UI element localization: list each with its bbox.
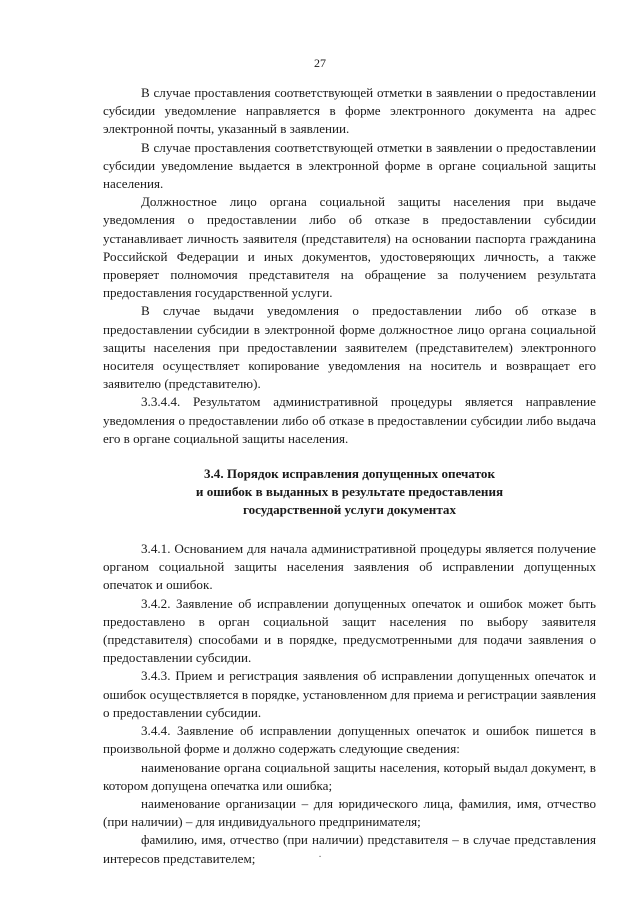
section-heading [103, 465, 596, 519]
list-item: наименование организации – для юридического лица, фамилия, имя, отчество (при наличии) – для индивидуального предпринимателя; [103, 795, 596, 830]
paragraph: 3.4.1. Основанием для начала административной процедуры является получение органом социальной защиты населения заявления об исправлении допущенных опечаток и ошибок. [103, 541, 596, 593]
paragraph: 3.4.4. Заявление об исправлении допущенных опечаток и ошибок пишется в произвольной форме и должно содержать следующие сведения: [103, 723, 596, 757]
page-number: 27 [314, 56, 326, 70]
paragraph: 3.3.4.4. Результатом административной процедуры является направление уведомления о предоставлении либо об отказе в предоставлении субсидии либо выдача его в органе социальной защиты населения. [103, 394, 596, 446]
paragraph: В случае выдачи уведомления о предоставлении либо об отказе в предоставлении субсидии в электронной форме должностное лицо органа социальной защиты населения при предоставлении заявителем (представителем) электронного носителя осуществляет копирование уведомления на носитель и возвращает его заявителю (представителю). [103, 303, 596, 392]
section-heading-line: и ошибок в выданных в результате предоставления [195, 484, 504, 500]
document-body [103, 84, 596, 868]
paragraph: В случае проставления соответствующей отметки в заявлении о предоставлении субсидии уведомление направляется в форме электронного документа на адрес электронной почты, указанный в заявлении. [103, 85, 596, 137]
list-item: фамилию, имя, отчество (при наличии) представителя – в случае представления интересов представителем; [103, 832, 596, 866]
paragraph: 3.4.2. Заявление об исправлении допущенных опечаток и ошибок может быть предоставлено в орган социальной защит населения по выбору заявителя (представителя) способами и в порядке, предусмотренными для подачи заявления о предоставлении субсидии. [103, 595, 596, 666]
section-heading-line: 3.4. Порядок исправления допущенных опечаток [203, 466, 495, 482]
paragraph: В случае проставления соответствующей отметки в заявлении о предоставлении субсидии уведомление выдается в электронной форме в органе социальной защиты населения. [103, 139, 596, 192]
footer-mark: · [318, 852, 322, 863]
paragraph: 3.4.3. Прием и регистрация заявления об исправлении допущенных опечаток и ошибок осуществляется в порядке, установленном для приема и регистрации заявления о предоставлении субсидии. [103, 668, 596, 720]
section-heading-line: государственной услуги документах [242, 502, 457, 518]
paragraph: Должностное лицо органа социальной защиты населения при выдаче уведомления о предоставлении либо об отказе в предоставлении субсидии устанавливает личность заявителя (представителя) на основании паспорта гражданина Российской Федерации и иных документов, удостоверяющих личность, а также проверяет полномочия представителя на обращение за получением результата предоставления государственной услуги. [103, 194, 596, 301]
list-item: наименование органа социальной защиты населения, который выдал документ, в котором допущена опечатка или ошибка; [103, 759, 596, 793]
